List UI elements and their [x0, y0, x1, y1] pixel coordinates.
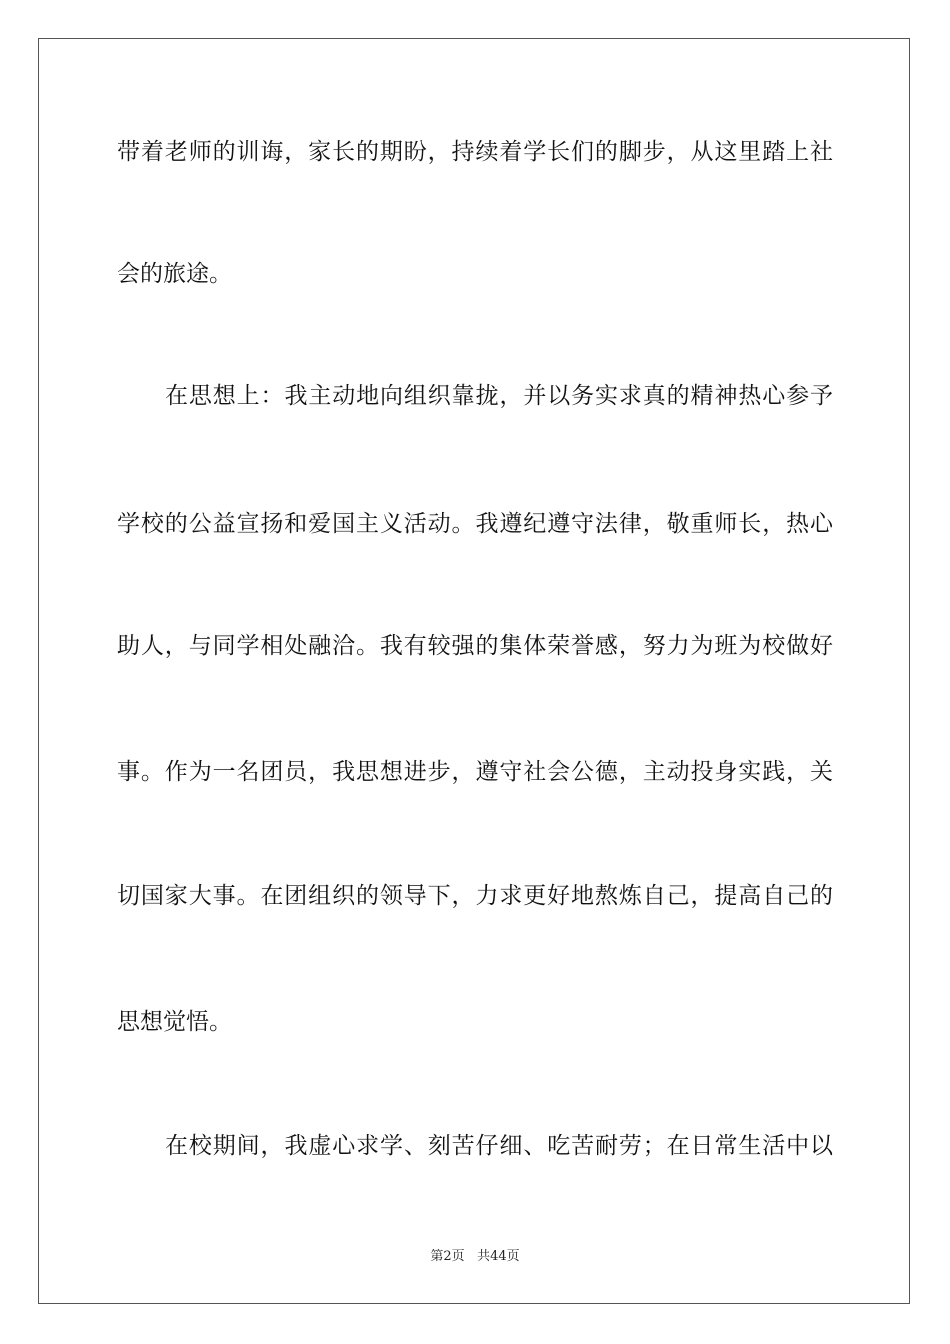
paragraph-line: 在思想上：我主动地向组织靠拢，并以务实求真的精神热心参予: [165, 383, 833, 409]
page-frame: [38, 38, 910, 1304]
page-footer: [0, 1249, 950, 1265]
paragraph-line: 在校期间，我虚心求学、刻苦仔细、吃苦耐劳；在日常生活中以: [165, 1133, 833, 1159]
page-number: 第2页: [430, 1249, 465, 1264]
paragraph-line: 会的旅途。: [117, 261, 232, 287]
paragraph-line: 事。作为一名团员，我思想进步，遵守社会公德，主动投身实践，关: [117, 759, 833, 785]
paragraph-line: 切国家大事。在团组织的领导下，力求更好地熬炼自己，提高自己的: [117, 883, 833, 909]
paragraph-line: 带着老师的训诲，家长的期盼，持续着学长们的脚步，从这里踏上社: [117, 139, 833, 165]
paragraph-line: 学校的公益宣扬和爱国主义活动。我遵纪遵守法律，敬重师长，热心: [117, 511, 833, 537]
paragraph-line: 助人，与同学相处融洽。我有较强的集体荣誉感，努力为班为校做好: [117, 633, 833, 659]
paragraph-line: 思想觉悟。: [117, 1009, 232, 1035]
page-total: 共44页: [477, 1249, 520, 1264]
